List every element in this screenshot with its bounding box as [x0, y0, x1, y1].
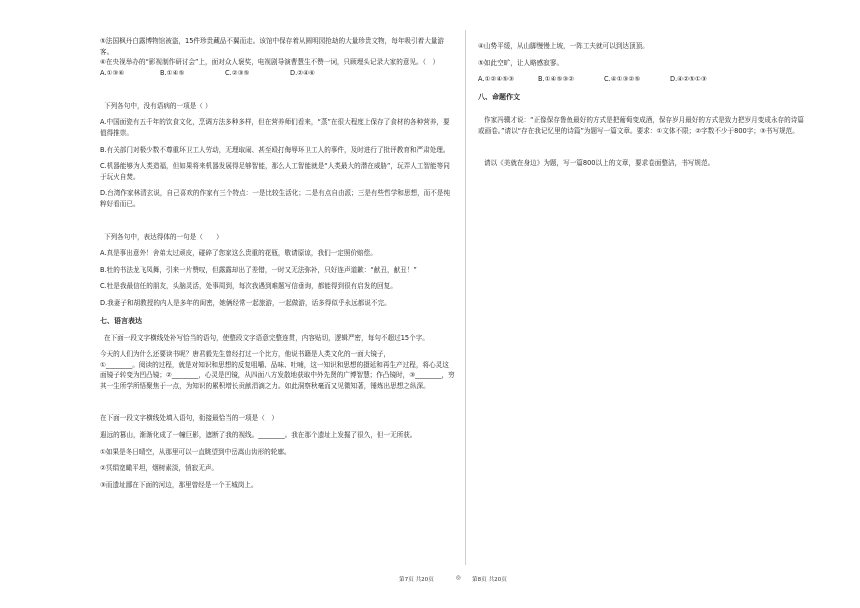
q5-option-d: D.④②⑤①③ [670, 75, 707, 84]
q2-option-a: A.中国面瓷有五千年的饮食文化，烹调方法多种多样，但在营养师们看来，“蒸”在很大程度上保存了食材的各种营养，要值得推崇。 [100, 118, 450, 137]
right-page-number: 第8页 共20页 [472, 577, 507, 583]
q3-option-d: D.我妻子和胡教授的内人是多年的闺密，她俩经常一起旅游，一起做游，话多得似乎永远都说不完。 [100, 298, 391, 307]
q5-item-2: ②冥绢宽瞰平坦，烟树素淡，悄寂无声。 [100, 464, 219, 473]
column-divider [465, 30, 466, 565]
q2-option-b: B.有关部门对极少数不尊重环卫工人劳动，无理取闹、甚至殴打侮辱环卫工人的事件，及时进行了批评教育和严肃处理。 [100, 145, 450, 154]
q1-option-d: D.②④⑥ [290, 68, 315, 77]
q5-passage: 遐远的篡山，渐渐化成了一幢巨影，遮断了我的视线。________。我在那个遗址上发掘了很久，但一无所获。 [100, 431, 417, 440]
section-7-heading: 七、语言表达 [100, 316, 142, 325]
q2-stem: 下列各句中，没有语病的一项是（ ） [104, 101, 212, 110]
q2-option-c: C.机器能够为人类造福，但如果将来机器发展得足够智能，那么人工智能就是“人类最大的潜在威胁”，玩弄人工智能等同于玩火自焚。 [100, 162, 450, 181]
q1-option-b: B.①④⑤ [160, 68, 185, 77]
right-column [478, 41, 808, 169]
q4-passage-body: ①________。阅读的过程，就是对知识和思想的反复咀嚼、品味、吐哺，这一知识和思想的摄延和再生产过程，将心灵这面镜子转变为凹凸镜；②________，心灵是凹镜，从四面八方发散地获取中外先贤的广博智慧；作凸镜时，③________，穷其一生所学所悟聚焦于一点，为知识的累积增长贡献涓滴之力。如此洞察秋毫而又见微知著，锤炼出思想之纵深。 [100, 360, 455, 390]
q5-item-3: ③而遗址鄙在下面的河边，那里曾经是一个王城岗上。 [100, 480, 258, 489]
q3-stem: 下列各句中，表达得体的一句是（ ） [104, 232, 223, 241]
binding-hole-icon: ◎ [456, 575, 461, 581]
left-page-number: 第7页 共20页 [399, 577, 434, 583]
essay-prompt-1: 作家冯骥才说：“正像保存鲁鱼最好的方式是把葡萄变成酒，保存岁月最好的方式是致力把岁月变成永存的诗篇或画卷。”请以“存在我记忆里的诗篇”为题写一篇文章。要求：①文体不限；②字数不少于800字；③书写规范。 [478, 116, 804, 135]
q1-option-c: C.②③⑤ [225, 68, 250, 77]
q3-option-a: A.真是事出意外！舍弟太过顽皮，碰碎了您家这么贵重的花瓶，敬请原谅，我们一定照价赔偿。 [100, 249, 377, 258]
q5-item-4: ④山势平缓，从山脚慢慢上坡，一阵工夫就可以到达顶顶。 [478, 42, 649, 50]
q1-options [100, 68, 455, 79]
q5-option-b: B.①④⑤③② [538, 75, 575, 84]
q1-option-a: A.①③⑥ [100, 68, 125, 77]
q5-option-a: A.①②④⑤③ [478, 75, 515, 84]
q3-option-b: B.牡的书法龙飞凤舞，引来一片赞叹，但露露却出了差错，一时又无法弥补，只好连声道歉：“献丑，献丑！” [100, 265, 417, 274]
section-8-heading: 八、命题作文 [478, 93, 520, 102]
q5-option-c: C.④①③②⑤ [604, 75, 641, 84]
essay-prompt-2: 请以《美就在身边》为题，写一篇800以上的文章，要求卷面整洁，书写规范。 [484, 159, 715, 168]
q5-options [478, 74, 808, 85]
q3-option-c: C.牡是我最信任的朋友，头脑灵活，处事周到，每次我遇到难题写信垂询，都能得到很有启发的回复。 [100, 282, 397, 291]
q5-stem: 在下面一段文字横线处填入语句，衔接最恰当的一项是（ ） [100, 414, 279, 423]
q1-item-5: ⑤法国枫丹白露博物馆被盗，15件珍贵藏品不翼而走。该馆中保存着从圆明园抢劫的大量珍贵文物，每年吸引着大量游客。 [100, 37, 444, 56]
q4-stem: 在下面一段文字横线处补写恰当的语句，使整段文字语意完整连贯，内容贴切，逻辑严密，每句不超过15个字。 [104, 333, 429, 342]
q4-passage-line1: 今天的人们为什么还要读书呢？唐君毅先生曾经打过一个比方，他说书籍是人类文化的一面大镜子， [100, 350, 391, 359]
q5-item-5: ⑤如此空旷，让人略感寂寥。 [478, 58, 564, 67]
q5-item-1: ①如果是冬日晴空，从那里可以一直眺望到中岳嵩山齿形的轮廓。 [100, 447, 291, 456]
left-column [100, 36, 455, 490]
q1-item-6: ⑥在央视举办的“影视制作研讨会”上，面对众人褒奖，电视剧导演曹慧生不赞一词，只顾埋头记录大家的意见。（ ） [100, 58, 440, 67]
q2-option-d: D.台湾作家林清玄说，自己喜欢的作家有三个特点：一是比较生活化；二是有点自由派；三是有些哲学和思想，而不是纯粹好看而已。 [100, 189, 451, 208]
